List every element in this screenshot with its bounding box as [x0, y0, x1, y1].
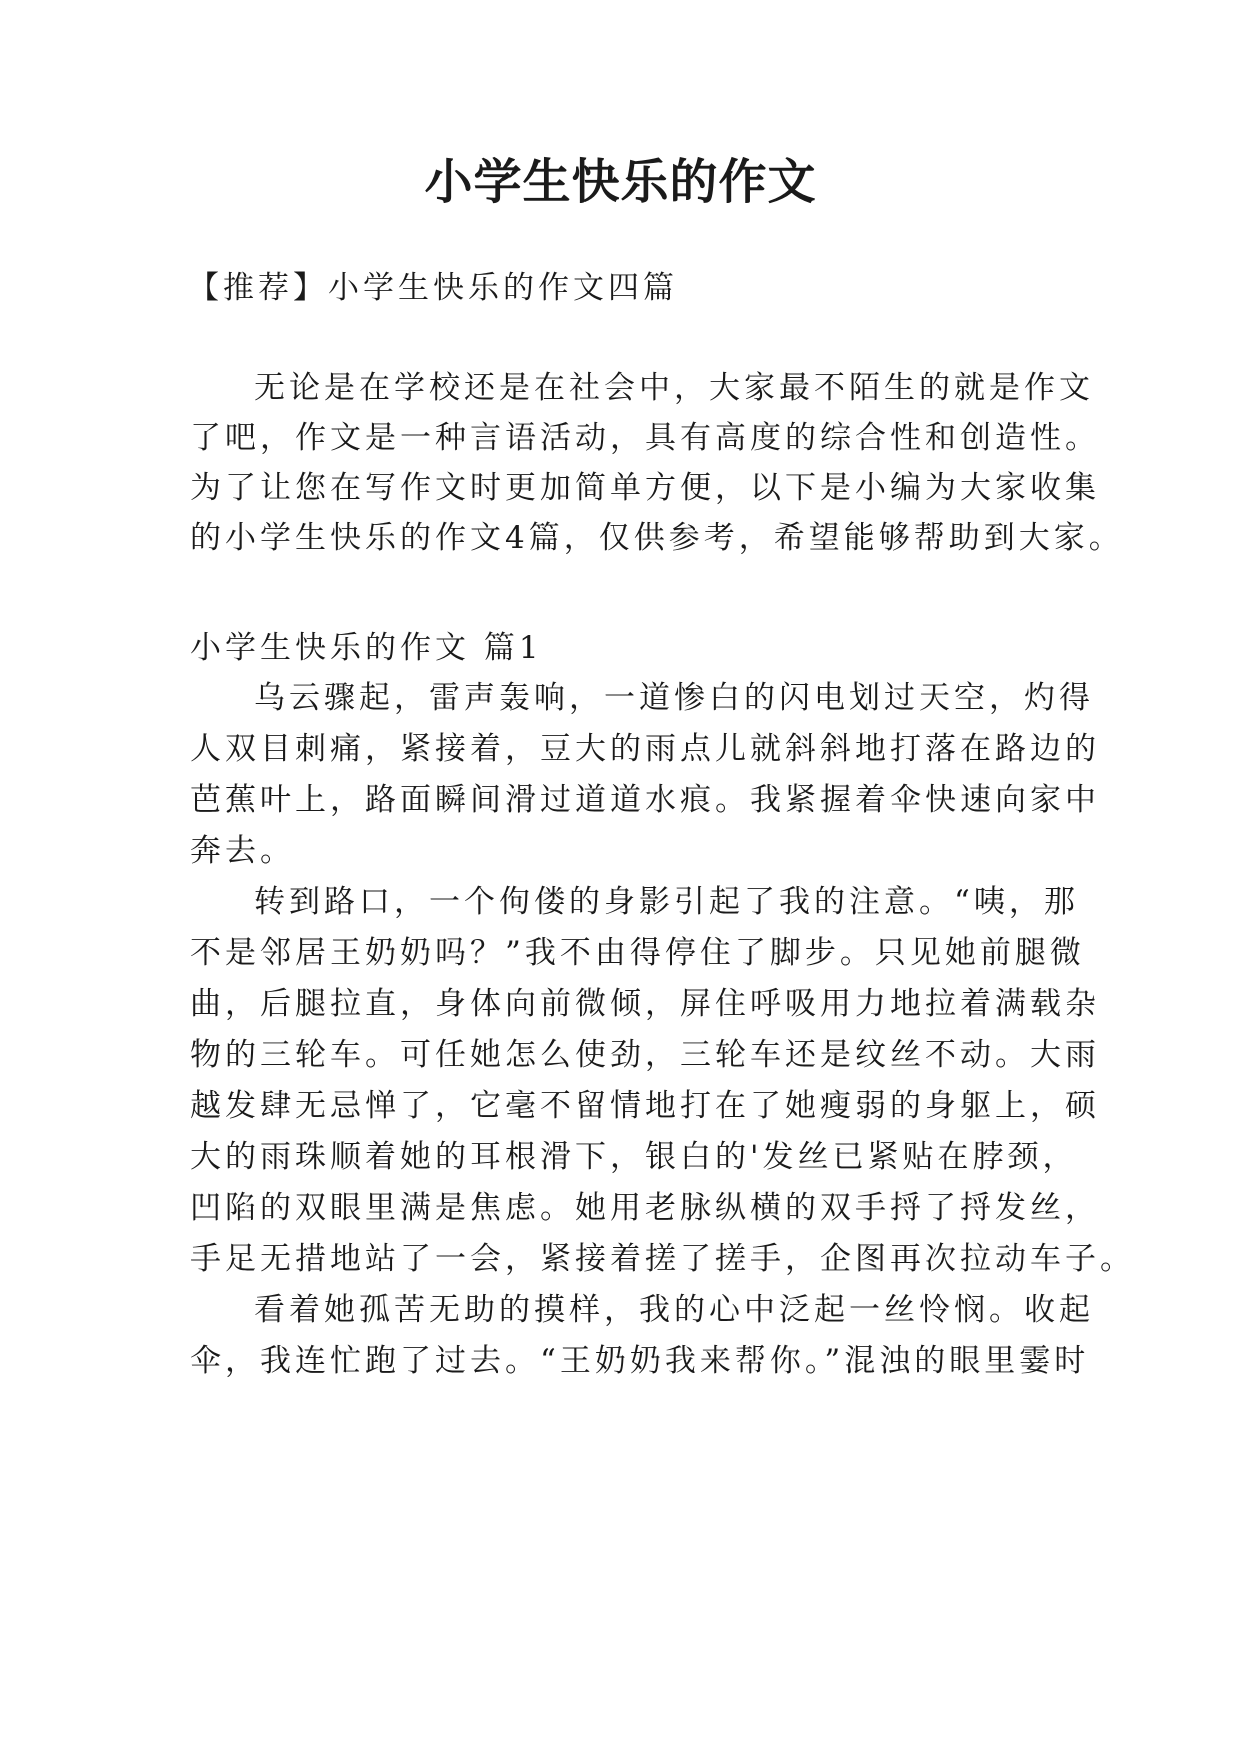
paragraph-line: 不是邻居王奶奶吗？”我不由得停住了脚步。只见她前腿微 — [190, 935, 1085, 971]
intro-line: 为了让您在写作文时更加简单方便，以下是小编为大家收集 — [190, 470, 1100, 506]
paragraph-line: 大的雨珠顺着她的耳根滑下，银白的'发丝已紧贴在脖颈， — [190, 1139, 1078, 1175]
paragraph-line: 物的三轮车。可任她怎么使劲，三轮车还是纹丝不动。大雨 — [190, 1037, 1100, 1073]
paragraph-line: 人双目刺痛，紧接着，豆大的雨点儿就斜斜地打落在路边的 — [190, 731, 1100, 767]
paragraph-line: 奔去。 — [190, 833, 295, 869]
paragraph-line: 看着她孤苦无助的摸样，我的心中泛起一丝怜悯。收起 — [254, 1292, 1094, 1328]
paragraph-line: 芭蕉叶上，路面瞬间滑过道道水痕。我紧握着伞快速向家中 — [190, 782, 1100, 818]
paragraph-line: 越发肆无忌惮了，它毫不留情地打在了她瘦弱的身躯上，硕 — [190, 1088, 1100, 1124]
paragraph-line: 曲，后腿拉直，身体向前微倾，屏住呼吸用力地拉着满载杂 — [190, 986, 1100, 1022]
section-heading: 小学生快乐的作文 篇1 — [190, 630, 543, 666]
paragraph-line: 转到路口，一个佝偻的身影引起了我的注意。“咦，那 — [254, 884, 1079, 920]
paragraph-line: 伞，我连忙跑了过去。“王奶奶我来帮你。”混浊的眼里霎时 — [190, 1343, 1090, 1379]
paragraph-line: 乌云骤起，雷声轰响，一道惨白的闪电划过天空，灼得 — [254, 680, 1094, 716]
paragraph-line: 凹陷的双眼里满是焦虑。她用老脉纵横的双手捋了捋发丝， — [190, 1190, 1100, 1226]
subtitle: 【推荐】小学生快乐的作文四篇 — [188, 270, 678, 306]
intro-line: 无论是在学校还是在社会中，大家最不陌生的就是作文 — [254, 370, 1094, 406]
intro-line: 了吧，作文是一种言语活动，具有高度的综合性和创造性。 — [190, 420, 1100, 456]
paragraph-line: 手足无措地站了一会，紧接着搓了搓手，企图再次拉动车子。 — [190, 1241, 1135, 1277]
intro-line: 的小学生快乐的作文4篇，仅供参考，希望能够帮助到大家。 — [190, 520, 1124, 556]
document-title: 小学生快乐的作文 — [424, 154, 817, 210]
